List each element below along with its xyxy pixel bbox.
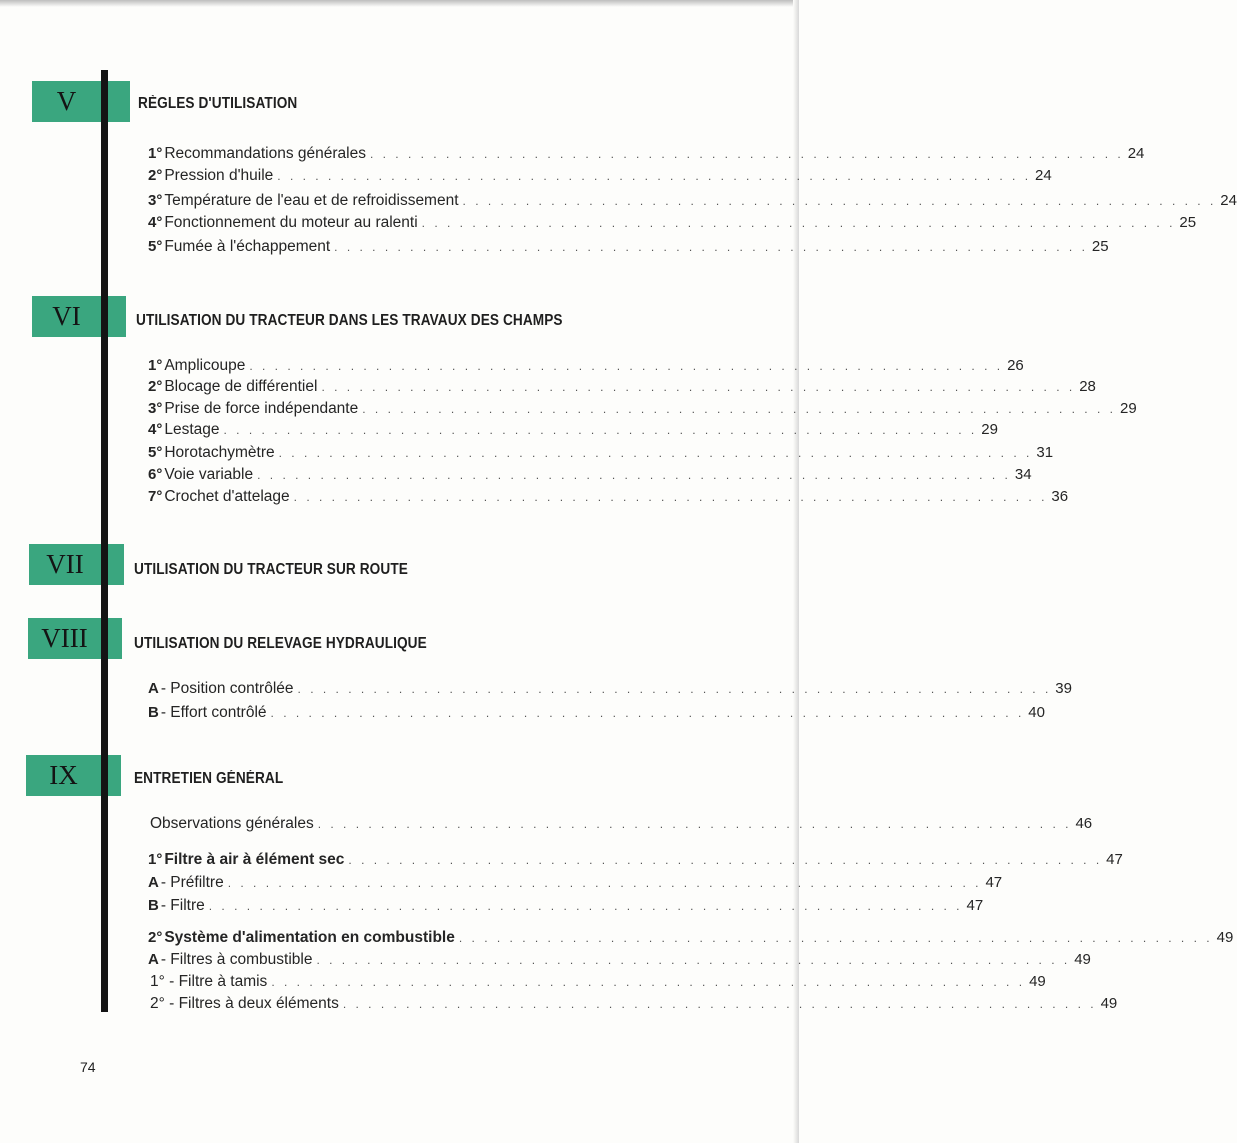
entry-page: 31 (1036, 444, 1054, 461)
dot-leader: . . . . . . . . . . . . . . . . . . . . . . . . . . . . . . . . . . . . . . . . . . . . . . . . . . . . . . . . . . . . (462, 194, 1217, 208)
section-numeral: VI (52, 301, 81, 331)
toc-entry[interactable] (148, 488, 1069, 510)
dot-leader: . . . . . . . . . . . . . . . . . . . . . . . . . . . . . . . . . . . . . . . . . . . . . . . . . . . . . . . . . . . . (458, 931, 1213, 945)
dot-leader: . . . . . . . . . . . . . . . . . . . . . . . . . . . . . . . . . . . . . . . . . . . . . . . . . . . . . . . . . . . . (421, 216, 1176, 230)
entry-number: 2° (148, 167, 163, 184)
entry-page: 39 (1055, 680, 1072, 697)
entry-page: 40 (1028, 704, 1045, 721)
section-title: UTILISATION DU TRACTEUR DANS LES TRAVAUX DES CHAMPS (136, 312, 563, 329)
entry-text: Système d'alimentation en combustible (164, 929, 455, 946)
entry-number: 1° (148, 357, 163, 374)
entry-page: 49 (1074, 951, 1091, 968)
entry-text: Amplicoupe (164, 357, 246, 374)
dot-leader: . . . . . . . . . . . . . . . . . . . . . . . . . . . . . . . . . . . . . . . . . . . . . . . . . . . . . . . . . . . . (249, 359, 1004, 373)
toc-entry[interactable] (148, 400, 1137, 422)
entry-page: 29 (981, 421, 998, 438)
entry-text: - Position contrôlée (160, 680, 294, 697)
dot-leader: . . . . . . . . . . . . . . . . . . . . . . . . . . . . . . . . . . . . . . . . . . . . . . . . . . . . . . . . . . . . (316, 953, 1071, 967)
entry-page: 47 (985, 874, 1003, 891)
toc-entry[interactable] (148, 897, 984, 919)
page-number: 74 (80, 1059, 96, 1075)
vertical-rule (101, 70, 108, 1012)
toc-entry[interactable] (148, 995, 1118, 1017)
dot-leader: . . . . . . . . . . . . . . . . . . . . . . . . . . . . . . . . . . . . . . . . . . . . . . . . . . . . . . . . . . . . (334, 240, 1088, 254)
entry-page: 49 (1100, 995, 1118, 1012)
section-title: ENTRETIEN GÉNÉRAL (134, 770, 284, 787)
toc-entry[interactable] (148, 357, 1024, 379)
section-tab-ix (26, 755, 101, 796)
entry-page: 49 (1216, 929, 1234, 946)
dot-leader: . . . . . . . . . . . . . . . . . . . . . . . . . . . . . . . . . . . . . . . . . . . . . . . . . . . . . . . . . . . . (321, 380, 1076, 394)
dot-leader: . . . . . . . . . . . . . . . . . . . . . . . . . . . . . . . . . . . . . . . . . . . . . . . . . . . . . . . . . . . . (257, 468, 1011, 482)
toc-entry[interactable] (148, 214, 1197, 236)
dot-leader: . . . . . . . . . . . . . . . . . . . . . . . . . . . . . . . . . . . . . . . . . . . . . . . . . . . . . . . . . . . . (297, 682, 1052, 696)
toc-entry[interactable] (148, 167, 1052, 189)
toc-entry[interactable] (148, 680, 1072, 702)
toc-entry[interactable] (148, 815, 1093, 837)
entry-text: Crochet d'attelage (164, 488, 290, 505)
entry-page: 46 (1075, 815, 1093, 832)
entry-text: Filtre à air à élément sec (164, 851, 345, 868)
entry-number: A (148, 951, 159, 968)
entry-page: 25 (1091, 238, 1109, 255)
entry-page: 24 (1127, 145, 1145, 162)
toc-entry[interactable] (148, 421, 998, 443)
toc-entry[interactable] (148, 973, 1046, 995)
dot-leader: . . . . . . . . . . . . . . . . . . . . . . . . . . . . . . . . . . . . . . . . . . . . . . . . . . . . . . . . . . . . (277, 169, 1032, 183)
toc-entry[interactable] (148, 704, 1045, 726)
section-title: UTILISATION DU RELEVAGE HYDRAULIQUE (134, 635, 427, 652)
dot-leader: . . . . . . . . . . . . . . . . . . . . . . . . . . . . . . . . . . . . . . . . . . . . . . . . . . . . . . . . . . . . (271, 975, 1026, 989)
entry-number: 3° (148, 400, 163, 417)
entry-text: - Filtre (160, 897, 205, 914)
section-numeral: VIII (41, 623, 88, 653)
section-numeral: VII (46, 549, 84, 579)
section-tab-fill (108, 81, 130, 122)
toc-entry[interactable] (148, 378, 1096, 400)
entry-number: 2° (148, 929, 163, 946)
entry-number: 2° (148, 378, 163, 395)
entry-number: 7° (148, 488, 163, 505)
section-tab-fill (108, 755, 121, 796)
toc-entry[interactable] (148, 444, 1054, 466)
section-tab-viii (28, 618, 101, 659)
entry-text: Blocage de différentiel (164, 378, 318, 395)
entry-text: Température de l'eau et de refroidissement (164, 192, 459, 209)
entry-number: 5° (148, 238, 163, 255)
entry-page: 47 (966, 897, 984, 914)
section-title: UTILISATION DU TRACTEUR SUR ROUTE (134, 561, 408, 578)
entry-number: A (148, 680, 159, 697)
entry-text: Observations générales (150, 815, 314, 832)
entry-text: - Filtres à combustible (160, 951, 313, 968)
entry-number: B (148, 897, 159, 914)
section-numeral: V (56, 86, 77, 116)
entry-number: 5° (148, 444, 163, 461)
dot-leader: . . . . . . . . . . . . . . . . . . . . . . . . . . . . . . . . . . . . . . . . . . . . . . . . . . . . . . . . . . . . (342, 997, 1097, 1011)
entry-page: 34 (1014, 466, 1032, 483)
entry-page: 28 (1079, 378, 1096, 395)
toc-entry[interactable] (148, 874, 1003, 896)
entry-page: 25 (1179, 214, 1197, 231)
dot-leader: . . . . . . . . . . . . . . . . . . . . . . . . . . . . . . . . . . . . . . . . . . . . . . . . . . . . . . . . . . . . (348, 853, 1103, 867)
toc-entry[interactable] (148, 466, 1032, 488)
entry-number: 6° (148, 466, 163, 483)
entry-page: 36 (1051, 488, 1069, 505)
section-tab-fill (108, 544, 124, 585)
page-top-edge (0, 0, 799, 7)
entry-text: Recommandations générales (164, 145, 366, 162)
dot-leader: . . . . . . . . . . . . . . . . . . . . . . . . . . . . . . . . . . . . . . . . . . . . . . . . . . . . . . . . . . . . (362, 402, 1116, 416)
entry-page: 26 (1007, 357, 1024, 374)
dot-leader: . . . . . . . . . . . . . . . . . . . . . . . . . . . . . . . . . . . . . . . . . . . . . . . . . . . . . . . . . . . . (208, 899, 963, 913)
dot-leader: . . . . . . . . . . . . . . . . . . . . . . . . . . . . . . . . . . . . . . . . . . . . . . . . . . . . . . . . . . . . (270, 706, 1025, 720)
entry-page: 24 (1220, 192, 1237, 209)
entry-number: 1° (148, 851, 163, 868)
section-numeral: IX (49, 760, 78, 790)
entry-text: - Préfiltre (160, 874, 224, 891)
dot-leader: . . . . . . . . . . . . . . . . . . . . . . . . . . . . . . . . . . . . . . . . . . . . . . . . . . . . . . . . . . . . (227, 876, 982, 890)
entry-number: B (148, 704, 159, 721)
entry-text: Horotachymètre (164, 444, 275, 461)
toc-entry[interactable] (148, 851, 1123, 873)
entry-text: 2° - Filtres à deux éléments (150, 995, 339, 1012)
toc-entry[interactable] (148, 929, 1234, 951)
section-tab-vi (32, 296, 101, 337)
dot-leader: . . . . . . . . . . . . . . . . . . . . . . . . . . . . . . . . . . . . . . . . . . . . . . . . . . . . . . . . . . . . (369, 147, 1124, 161)
dot-leader: . . . . . . . . . . . . . . . . . . . . . . . . . . . . . . . . . . . . . . . . . . . . . . . . . . . . . . . . . . . . (317, 817, 1072, 831)
section-title: RÈGLES D'UTILISATION (138, 95, 298, 112)
entry-text: Lestage (164, 421, 220, 438)
entry-page: 29 (1119, 400, 1137, 417)
entry-text: Fonctionnement du moteur au ralenti (164, 214, 418, 231)
entry-text: Prise de force indépendante (164, 400, 359, 417)
toc-entry[interactable] (148, 238, 1109, 260)
entry-number: A (148, 874, 159, 891)
entry-text: Pression d'huile (164, 167, 274, 184)
entry-number: 4° (148, 421, 163, 438)
section-tab-fill (108, 296, 126, 337)
section-tab-fill (108, 618, 122, 659)
section-tab-v (32, 81, 101, 122)
entry-number: 4° (148, 214, 163, 231)
dot-leader: . . . . . . . . . . . . . . . . . . . . . . . . . . . . . . . . . . . . . . . . . . . . . . . . . . . . . . . . . . . . (293, 490, 1048, 504)
entry-text: - Effort contrôlé (160, 704, 267, 721)
toc-entry[interactable] (148, 192, 1237, 214)
entry-page: 49 (1029, 973, 1046, 990)
entry-text: Voie variable (164, 466, 254, 483)
entry-number: 1° (148, 145, 163, 162)
dot-leader: . . . . . . . . . . . . . . . . . . . . . . . . . . . . . . . . . . . . . . . . . . . . . . . . . . . . . . . . . . . . (278, 446, 1033, 460)
entry-number: 3° (148, 192, 163, 209)
section-tab-vii (29, 544, 101, 585)
toc-entry[interactable] (148, 145, 1145, 167)
dot-leader: . . . . . . . . . . . . . . . . . . . . . . . . . . . . . . . . . . . . . . . . . . . . . . . . . . . . . . . . . . . . (223, 423, 978, 437)
toc-entry[interactable] (148, 951, 1091, 973)
entry-text: 1° - Filtre à tamis (150, 973, 268, 990)
entry-text: Fumée à l'échappement (164, 238, 331, 255)
entry-page: 47 (1106, 851, 1123, 868)
entry-page: 24 (1035, 167, 1052, 184)
